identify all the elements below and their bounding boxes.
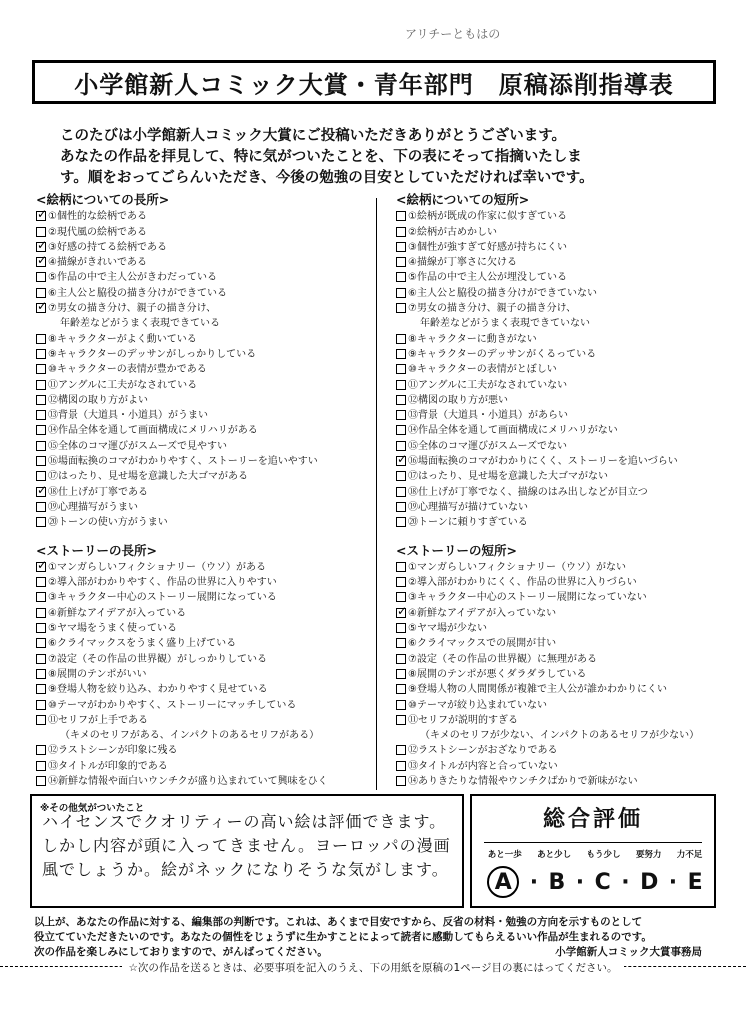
checkbox[interactable] xyxy=(36,395,46,405)
grade-separator: · xyxy=(668,869,678,895)
checkbox[interactable] xyxy=(36,715,46,725)
checkbox[interactable] xyxy=(36,776,46,786)
checkbox[interactable] xyxy=(396,349,406,359)
checkbox[interactable] xyxy=(396,669,406,679)
checkbox[interactable] xyxy=(396,303,406,313)
checkbox[interactable] xyxy=(396,592,406,602)
checklist-item xyxy=(36,759,372,774)
checklist-item-label: ⑫構図の取り方が悪い xyxy=(408,394,508,406)
checklist-item-label: ⑭ありきたりな情報やウンチクばかりで新味がない xyxy=(408,775,638,787)
checklist-item xyxy=(36,590,372,605)
checklist-item xyxy=(396,286,726,301)
checklist-item xyxy=(396,500,726,515)
checklist-item-label: ④描線が丁寧さに欠ける xyxy=(408,257,517,269)
comment-box xyxy=(30,794,464,908)
checklist-item xyxy=(396,774,726,789)
checklist-item xyxy=(36,286,372,301)
checked-checkbox[interactable] xyxy=(36,303,46,313)
checklist-item xyxy=(36,423,372,438)
checklist-item-label: ⑤ヤマ場が少ない xyxy=(408,623,487,635)
checkbox[interactable] xyxy=(36,623,46,633)
checklist-item-label: ④描線がきれいである xyxy=(48,257,147,269)
checklist-item xyxy=(36,209,372,224)
checklist-item-label: ⑥主人公と脇役の描き分けができていない xyxy=(408,287,597,299)
checklist-item xyxy=(36,606,372,621)
checklist-item-label: ⑬背景（大道具・小道具）があらい xyxy=(408,410,568,422)
checklist-item xyxy=(36,469,372,484)
checklist-item xyxy=(36,682,372,697)
grade-option-selected[interactable]: A xyxy=(487,866,519,898)
intro-text xyxy=(60,126,700,189)
checklist-item-label: ①絵柄が既成の作家に似すぎている xyxy=(408,211,567,223)
checklist-item xyxy=(36,500,372,515)
checkbox[interactable] xyxy=(36,761,46,771)
checklist-item xyxy=(396,347,726,362)
checkbox[interactable] xyxy=(396,395,406,405)
checklist-item-label: ③好感の持てる絵柄である xyxy=(48,241,167,253)
grade-title: 総合評価 xyxy=(542,807,643,832)
checklist-item xyxy=(396,636,726,651)
checklist-item-label: ①マンガらしいフィクショナリー（ウソ）がある xyxy=(48,561,266,573)
checklist-item-label: ⑳トーンに頼りすぎている xyxy=(408,517,528,529)
checklist-item xyxy=(36,408,372,423)
checklist-item xyxy=(36,347,372,362)
checkbox[interactable] xyxy=(396,654,406,664)
checklist-item-label: ⑫ラストシーンがおざなりである xyxy=(408,745,558,757)
right-column xyxy=(396,192,726,789)
checklist-item-label: ⑥クライマックスをうまく盛り上げている xyxy=(48,638,237,650)
checkbox[interactable] xyxy=(396,715,406,725)
grade-label: 力不足 xyxy=(676,850,703,860)
checklist-item-label: ⑩テーマがわかりやすく、ストーリーにマッチしている xyxy=(48,699,297,711)
checklist-item xyxy=(396,590,726,605)
checkbox[interactable] xyxy=(396,471,406,481)
checkbox[interactable] xyxy=(36,502,46,512)
grade-label: あと少し xyxy=(537,850,572,860)
checklist-item-label: ⑦設定（その作品の世界観）がしっかりしている xyxy=(48,653,267,665)
checklist-item xyxy=(396,515,726,530)
grade-labels xyxy=(480,848,710,860)
checklist-item xyxy=(36,225,372,240)
checklist-item xyxy=(396,682,726,697)
checklist-item-label: ⑤作品の中で主人公がきわだっている xyxy=(48,272,217,284)
story-strengths-list xyxy=(36,560,372,789)
checklist-item xyxy=(36,575,372,590)
checkbox[interactable] xyxy=(36,456,46,466)
checkbox[interactable] xyxy=(396,272,406,282)
column-divider xyxy=(376,198,377,790)
checkbox[interactable] xyxy=(36,349,46,359)
checklist-item-label: ②導入部がわかりやすく、作品の世界に入りやすい xyxy=(48,577,277,589)
checklist-item xyxy=(396,332,726,347)
checklist-item xyxy=(36,713,372,728)
checklist-item-label: ⑨キャラクターのデッサンがくるっている xyxy=(408,348,597,360)
checklist-item xyxy=(396,439,726,454)
story-weaknesses-heading: <ストーリーの短所> xyxy=(396,542,517,558)
closing-text xyxy=(34,915,724,960)
checkbox[interactable] xyxy=(396,380,406,390)
comment-label: ※その他気がついたこと xyxy=(40,803,145,814)
checklist-item-label: ⑬タイトルが印象的である xyxy=(48,760,168,772)
page-title: 小学館新人コミック大賞・青年部門 原稿添削指導表 xyxy=(74,70,674,99)
checklist-item-label: ⑥クライマックスでの展開が甘い xyxy=(408,638,557,650)
checklist-item-label: ⑤ヤマ場をうまく使っている xyxy=(48,623,177,635)
checklist-item xyxy=(396,209,726,224)
checklist-item-label: ④新鮮なアイデアが入っている xyxy=(48,607,187,619)
checkbox[interactable] xyxy=(396,623,406,633)
checklist-item xyxy=(396,621,726,636)
checklist-item xyxy=(36,454,372,469)
checkbox[interactable] xyxy=(396,562,406,572)
checkbox[interactable] xyxy=(36,577,46,587)
checklist-item xyxy=(36,636,372,651)
closing-line: 次の作品を楽しみにしておりますので、がんばってください。 xyxy=(34,946,328,958)
checklist-item-sublabel: 年齢差などがうまく表現できていない xyxy=(420,318,590,330)
grade-label: もう少し xyxy=(586,850,621,860)
checklist-item-label: ⑬タイトルが内容と合っていない xyxy=(408,760,558,772)
checkbox[interactable] xyxy=(36,272,46,282)
checkbox[interactable] xyxy=(36,608,46,618)
checklist-item-label: ⑯場面転換のコマがわかりにくく、ストーリーを追いづらい xyxy=(408,456,678,468)
checkbox[interactable] xyxy=(36,745,46,755)
checkbox[interactable] xyxy=(36,517,46,527)
checklist-item xyxy=(396,667,726,682)
checkbox[interactable] xyxy=(396,227,406,237)
checklist-item xyxy=(396,743,726,758)
checklist-item-label: ⑨登場人物を絞り込み、わかりやすく見せている xyxy=(48,684,268,696)
checklist-item xyxy=(396,560,726,575)
checkbox[interactable] xyxy=(396,517,406,527)
checklist-item xyxy=(36,667,372,682)
checklist-item-label: ⑭作品全体を通して画面構成にメリハリがある xyxy=(48,425,258,437)
checklist-item-label: ⑩テーマが絞り込まれていない xyxy=(408,699,547,711)
checklist-item-label: ②導入部がわかりにくく、作品の世界に入りづらい xyxy=(408,577,637,589)
checked-checkbox[interactable] xyxy=(396,456,406,466)
checklist-item-label: ⑪セリフが上手である xyxy=(48,714,148,726)
intro-line: このたびは小学館新人コミック大賞にご投稿いただきありがとうございます。 xyxy=(60,128,567,144)
checklist-item-label: ⑪アングルに工夫がなされていない xyxy=(408,379,568,391)
checklist-item xyxy=(36,652,372,667)
checked-checkbox[interactable] xyxy=(36,562,46,572)
checkbox[interactable] xyxy=(36,334,46,344)
checklist-item-label: ⑦男女の描き分け、親子の描き分け、 xyxy=(408,303,577,315)
checklist-item-label: ⑨キャラクターのデッサンがしっかりしている xyxy=(48,348,257,360)
checklist-item xyxy=(396,469,726,484)
checked-checkbox[interactable] xyxy=(36,242,46,252)
story-weaknesses-list xyxy=(396,560,726,789)
checklist-item-sublabel: （キメのセリフがある、インパクトのあるセリフがある） xyxy=(60,730,320,742)
checklist-item xyxy=(36,301,372,316)
checkbox[interactable] xyxy=(396,257,406,267)
checklist-item-label: ⑭作品全体を通して画面構成にメリハリがない xyxy=(408,425,618,437)
checkbox[interactable] xyxy=(36,471,46,481)
checklist-item xyxy=(396,454,726,469)
checklist-item-label: ⑤作品の中で主人公が埋没している xyxy=(408,272,567,284)
checklist-item xyxy=(36,621,372,636)
checkbox[interactable] xyxy=(36,364,46,374)
checklist-item-label: ⑩キャラクターの表情が豊かである xyxy=(48,364,207,376)
grade-divider xyxy=(484,842,702,843)
checklist-item-label: ④新鮮なアイデアが入っていない xyxy=(408,607,557,619)
checklist-item xyxy=(396,713,726,728)
art-strengths-heading: <絵柄についての長所> xyxy=(36,192,170,207)
art-weaknesses-heading: <絵柄についての短所> xyxy=(396,192,530,207)
checkbox[interactable] xyxy=(36,288,46,298)
checklist-item-sublabel: （キメのセリフが少ない、インパクトのあるセリフが少ない） xyxy=(420,730,700,742)
checklist-item xyxy=(396,408,726,423)
checklist-item xyxy=(396,362,726,377)
checklist-item xyxy=(36,698,372,713)
intro-line: あなたの作品を拝見して、特に気がついたことを、下の表にそって指摘いたしま xyxy=(60,149,582,165)
grade-label: あと一歩 xyxy=(487,850,522,860)
checkbox[interactable] xyxy=(396,638,406,648)
checklist-item-label: ⑦男女の描き分け、親子の描き分け、 xyxy=(48,303,217,315)
grade-options xyxy=(482,866,708,898)
checkbox[interactable] xyxy=(36,669,46,679)
checkbox[interactable] xyxy=(36,592,46,602)
checklist-item xyxy=(36,378,372,393)
checklist-item-label: ⑰はったり、見せ場を意識した大ゴマがない xyxy=(408,471,608,483)
checklist-item-label: ⑧展開のテンポがいい xyxy=(48,668,147,680)
checklist-item-label: ③個性が強すぎて好感が持ちにくい xyxy=(408,241,567,253)
checklist-item-label: ⑲心理描写がうまい xyxy=(48,501,138,513)
signature: 小学館新人コミック大賞事務局 xyxy=(555,946,702,958)
closing-line: 以上が、あなたの作品に対する、編集部の判断です。これは、あくまで目安ですから、反省の材料・勉強の方向を示すものとして xyxy=(34,916,643,928)
art-weaknesses-list xyxy=(396,209,726,530)
handwritten-scribble: アリチーともはの xyxy=(405,27,501,41)
checkbox[interactable] xyxy=(396,242,406,252)
checkbox[interactable] xyxy=(396,441,406,451)
checklist-item xyxy=(36,560,372,575)
checkbox[interactable] xyxy=(36,425,46,435)
grade-separator: · xyxy=(575,869,585,895)
checklist-item xyxy=(36,515,372,530)
checklist-item xyxy=(396,240,726,255)
checkbox[interactable] xyxy=(396,761,406,771)
checklist-item-label: ⑦設定（その作品の世界観）に無理がある xyxy=(408,653,597,665)
art-strengths-list xyxy=(36,209,372,530)
checklist-item-label: ②現代風の絵柄である xyxy=(48,226,147,238)
checklist-item-label: ⑨登場人物の人間関係が複雑で主人公が誰かわかりにくい xyxy=(408,684,667,696)
checklist-item-label: ⑥主人公と脇役の描き分けができている xyxy=(48,287,227,299)
intro-line: す。順をおってごらんいただき、今後の勉強の目安としていただければ幸いです。 xyxy=(60,170,594,186)
checklist-item-label: ⑫構図の取り方がよい xyxy=(48,394,148,406)
checklist-item xyxy=(36,240,372,255)
checkbox[interactable] xyxy=(36,441,46,451)
grade-option[interactable]: C xyxy=(594,869,611,895)
checklist-item-label: ⑧キャラクターに動きがない xyxy=(408,333,537,345)
grade-separator: · xyxy=(621,869,630,895)
footnote-text: ☆次の作品を送るときは、必要事項を記入のうえ、下の用紙を原稿の1ページ目の裏にはってください。 xyxy=(122,962,623,974)
checklist-item-label: ⑰はったり、見せ場を意識した大ゴマがある xyxy=(48,471,248,483)
checklist-item xyxy=(36,743,372,758)
checklist-item xyxy=(36,393,372,408)
checkbox[interactable] xyxy=(396,364,406,374)
checkbox[interactable] xyxy=(396,288,406,298)
checkbox[interactable] xyxy=(396,684,406,694)
checklist-item-label: ⑳トーンの使い方がうまい xyxy=(48,517,168,529)
checklist-item xyxy=(396,575,726,590)
checklist-item-label: ⑪セリフが説明的すぎる xyxy=(408,714,518,726)
checklist-item-label: ⑪アングルに工夫がなされている xyxy=(48,379,198,391)
checklist-item xyxy=(396,225,726,240)
checklist-item xyxy=(396,652,726,667)
checklist-item-label: ⑮全体のコマ運びがスムーズでない xyxy=(408,440,567,452)
story-strengths-heading: <ストーリーの長所> xyxy=(36,542,157,558)
checklist-item-label: ⑭新鮮な情報や面白いウンチクが盛り込まれていて興味をひく xyxy=(48,775,328,787)
checklist-item-sublabel: 年齢差などがうまく表現できている xyxy=(60,318,220,330)
checkbox[interactable] xyxy=(396,425,406,435)
checklist-item-label: ⑮全体のコマ運びがスムーズで見やすい xyxy=(48,440,227,452)
grade-option[interactable]: D xyxy=(640,869,659,895)
checklist-item xyxy=(36,485,372,500)
footnote xyxy=(0,960,746,975)
checkbox[interactable] xyxy=(396,410,406,420)
checklist-item-label: ⑧キャラクターがよく動いている xyxy=(48,333,197,345)
checked-checkbox[interactable] xyxy=(36,211,46,221)
checkbox[interactable] xyxy=(36,227,46,237)
checklist-item-label: ③キャラクター中心のストーリー展開になっている xyxy=(48,592,277,604)
checklist-item-label: ⑱仕上げが丁寧でなく、描線のはみ出しなどが目立つ xyxy=(408,486,648,498)
grade-option[interactable]: E xyxy=(687,869,703,895)
title-box xyxy=(32,60,716,104)
checklist-item-label: ⑯場面転換のコマがわかりやすく、ストーリーを追いやすい xyxy=(48,456,318,468)
checkbox[interactable] xyxy=(36,638,46,648)
checkbox[interactable] xyxy=(396,334,406,344)
checklist-item xyxy=(396,378,726,393)
checklist-item xyxy=(36,362,372,377)
checklist-item xyxy=(36,774,372,789)
checklist-item xyxy=(396,301,726,316)
checklist-item xyxy=(396,393,726,408)
checklist-item-label: ⑩キャラクターの表情がとぼしい xyxy=(408,364,557,376)
checklist-item xyxy=(396,698,726,713)
closing-line: 役立てていただきたいのです。あなたの個性をじょうずに生かすことによって読者に感動してもらえるいい作品が生まれるのです。 xyxy=(34,931,652,943)
handwritten-comment: ハイセンスでクオリティーの高い絵は評価できます。しかし内容が頭に入ってきません。ヨーロッパの漫画風でしょうか。絵がネックになりそうな気がします。 xyxy=(42,812,451,879)
checkbox[interactable] xyxy=(36,654,46,664)
checklist-item-label: ③キャラクター中心のストーリー展開になっていない xyxy=(408,592,647,604)
checklist-item xyxy=(36,332,372,347)
checkbox[interactable] xyxy=(36,684,46,694)
grade-option[interactable]: B xyxy=(548,869,566,895)
checkbox[interactable] xyxy=(396,487,406,497)
overall-grade-box xyxy=(470,794,716,908)
checkbox[interactable] xyxy=(396,700,406,710)
checklist-item xyxy=(396,423,726,438)
grade-separator: · xyxy=(529,869,539,895)
checklist-item-label: ⑲心理描写が描けていない xyxy=(408,501,528,513)
checked-checkbox[interactable] xyxy=(36,487,46,497)
checklist-item-label: ①マンガらしいフィクショナリー（ウソ）がない xyxy=(408,561,626,573)
checklist-item-label: ①個性的な絵柄である xyxy=(48,211,147,223)
checked-checkbox[interactable] xyxy=(36,257,46,267)
checklist-item-label: ⑱仕上げが丁寧である xyxy=(48,486,148,498)
checklist-item-label: ⑧展開のテンポが悪くダラダラしている xyxy=(408,668,587,680)
checklist-item xyxy=(396,270,726,285)
checkbox[interactable] xyxy=(36,700,46,710)
checklist-item xyxy=(396,485,726,500)
checkbox[interactable] xyxy=(396,211,406,221)
checklist-item xyxy=(396,606,726,621)
checklist-item xyxy=(36,255,372,270)
checklist-item-label: ⑬背景（大道具・小道具）がうまい xyxy=(48,410,208,422)
checkbox[interactable] xyxy=(396,577,406,587)
grade-label: 要努力 xyxy=(635,850,662,860)
checklist-item xyxy=(396,759,726,774)
checklist-item xyxy=(36,270,372,285)
checklist-item xyxy=(36,439,372,454)
checkbox[interactable] xyxy=(36,380,46,390)
left-column xyxy=(36,192,372,789)
checkbox[interactable] xyxy=(396,745,406,755)
checklist-item xyxy=(396,255,726,270)
checkbox[interactable] xyxy=(36,410,46,420)
checklist-item-label: ⑫ラストシーンが印象に残る xyxy=(48,745,178,757)
checklist-item-label: ②絵柄が古めかしい xyxy=(408,226,497,238)
checkbox[interactable] xyxy=(396,776,406,786)
checked-checkbox[interactable] xyxy=(396,608,406,618)
checkbox[interactable] xyxy=(396,502,406,512)
